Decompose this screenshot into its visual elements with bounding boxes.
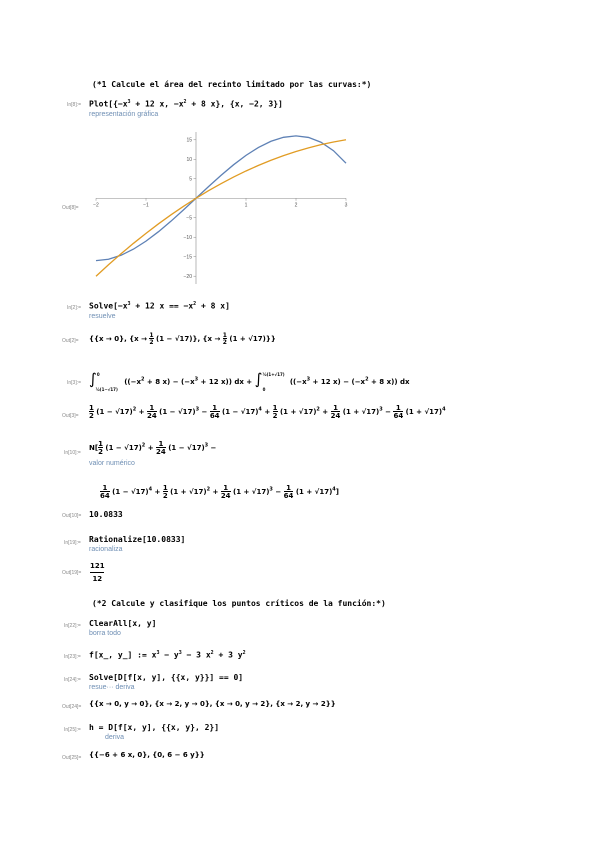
plot-input[interactable]: $Plot[\{-x^3 + 12$ x, $-x^2 + 8$ x}, {x, −2, 3}] <box>89 99 283 109</box>
function-hint: borra todo <box>89 630 121 637</box>
plot-axes <box>96 132 346 284</box>
x-tick-label: 2 <box>294 202 298 209</box>
function-definition[interactable]: f[x_, y_] := $x^3 - y^3 - 3$ $x^2 + 3$ $y^2$ <box>89 650 246 660</box>
cell-label: In[3]:= <box>67 380 82 386</box>
y-tick-label: −15 <box>183 254 192 261</box>
function-hint: valor numérico <box>89 460 135 467</box>
cell-label: Out[19]= <box>62 570 82 576</box>
comment-1: (*1 Calcule el área del recinto limitado por las curvas:*) <box>92 80 372 89</box>
cell-label: Out[3]= <box>62 413 79 419</box>
critical-points-output: {{x → 0, y → 0}, {x → 2, y → 0}, {x → 0, y → 2}, {x → 2, y → 2}} <box>89 700 336 708</box>
x-tick-label: −2 <box>93 202 99 209</box>
numeric-input-line2[interactable]: $\frac{1}{64} (1 - √17)^4 + \frac{1}{2} (1 + √17)^2 + \frac{1}{24} (1 + √17)^3 - \frac{1}{64} (1 + √17)^4$] <box>100 484 339 500</box>
cell-label: Out[10]= <box>62 513 82 519</box>
rationalize-input[interactable]: Rationalize[10.0833] <box>89 535 186 544</box>
y-tick-label: −5 <box>186 215 192 222</box>
fraction-numerator: 121 <box>90 562 105 570</box>
cell-label: In[23]:= <box>64 654 81 660</box>
plot-series <box>96 136 346 276</box>
series-line--x^2+8x <box>96 137 346 276</box>
plot-chart <box>88 128 352 288</box>
plot-ticks <box>93 138 347 280</box>
cell-label: In[2]:= <box>67 305 82 311</box>
x-tick-label: 3 <box>344 202 348 209</box>
y-tick-label: 15 <box>186 137 192 144</box>
solve-input[interactable]: $Solve[-x^3 + 12$ $x == -x^2 + 8$ x] <box>89 301 230 311</box>
fraction-denominator: 12 <box>90 572 104 585</box>
function-hint: resuelve <box>89 313 116 320</box>
critical-points-input[interactable]: Solve[D[f[x, y], {{x, y}}] == 0] <box>89 673 244 682</box>
function-hint: resue··· deriva <box>89 684 135 691</box>
cell-label: In[24]:= <box>64 677 81 683</box>
function-hint: deriva <box>105 734 125 741</box>
cell-label: In[8]:= <box>67 102 82 108</box>
function-hint: representación gráfica <box>89 111 159 118</box>
hessian-output: {{−6 + 6 x, 0}, {0, 6 − 6 y}} <box>89 751 205 759</box>
integral-input[interactable]: ∫$^0_{\frac{1}{2}(1-√17)}$ (($-x^2 + 8$ $x) - (-x^3 + 12$ x)) dx + ∫$^{\frac{1}{2}(1+√17)}_0$ (($-x^3 + 12$ $x) - (-x^2 + 8$ x)) dx <box>89 370 410 392</box>
numeric-output: 10.0833 <box>89 510 123 519</box>
cell-label: In[10]:= <box>64 450 81 456</box>
comment-2: (*2 Calcule y clasifique los puntos críticos de la función:*) <box>92 599 386 608</box>
solve-output: {{x → 0}, $\{x \to \frac{1}{2} (1 - √17)\}$, $\{x \to \frac{1}{2} (1 + √17)\}$} <box>89 332 276 346</box>
cell-label: Out[2]= <box>62 338 79 344</box>
cell-label: In[25]:= <box>64 727 81 733</box>
y-tick-label: −20 <box>183 274 192 281</box>
y-tick-label: 5 <box>189 176 192 183</box>
hessian-input[interactable]: h = D[f[x, y], {{x, y}, 2}] <box>89 723 220 732</box>
x-tick-label: −1 <box>143 202 149 209</box>
x-tick-label: 1 <box>244 202 248 209</box>
cell-label: Out[24]= <box>62 704 82 710</box>
integral-output: $\frac{1}{2} (1 - √17)^2 + \frac{1}{24} (1 - √17)^3 - \frac{1}{64} (1 - √17)^4 + \frac{1}{2} (1 + √17)^2 + \frac{1}{24} (1 + √17)^3 - \frac{1}{64} (1 + √17)^4$ <box>89 404 446 420</box>
clearall-input[interactable]: ClearAll[x, y] <box>89 619 157 628</box>
cell-label: Out[8]= <box>62 205 79 211</box>
cell-label: In[22]:= <box>64 623 81 629</box>
rationalize-output <box>90 560 105 585</box>
function-hint: racionaliza <box>89 546 123 553</box>
cell-label: Out[25]= <box>62 755 82 761</box>
y-tick-label: −10 <box>183 235 192 242</box>
numeric-input-line1[interactable]: $N[\frac{1}{2} (1 - √17)^2 + \frac{1}{24} (1 - √17)^3$ − <box>89 440 217 456</box>
cell-label: In[19]:= <box>64 540 81 546</box>
y-tick-label: 10 <box>186 157 192 164</box>
